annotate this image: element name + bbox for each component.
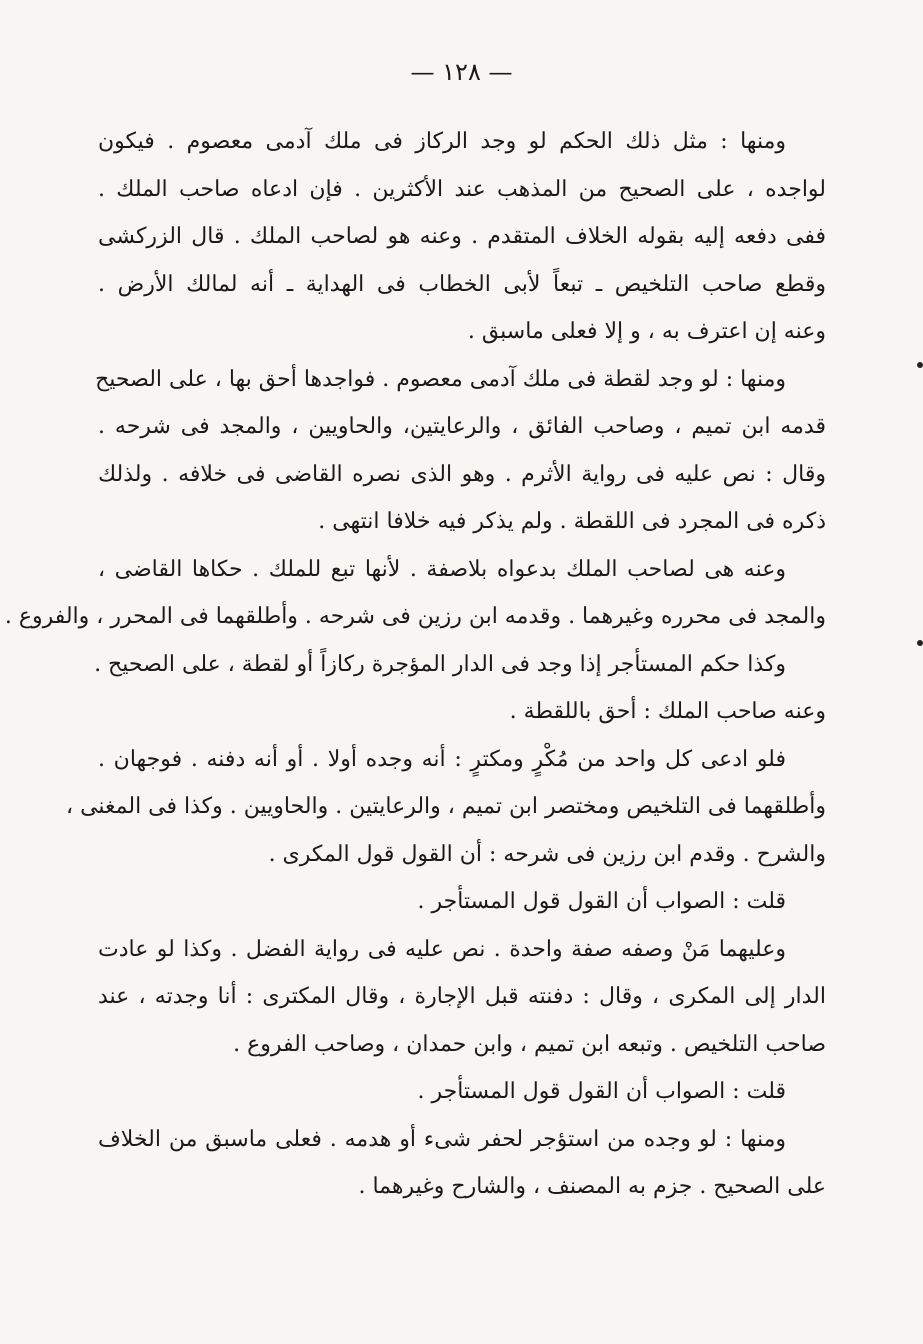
text-line: وكذا حكم المستأجر إذا وجد فى الدار المؤجرة ركازاً أو لقطة ، على الصحيح . bbox=[94, 651, 786, 677]
text-line: لواجده ، على الصحيح من المذهب عند الأكثرين . فإن ادعاه صاحب الملك . bbox=[98, 176, 827, 202]
text-line: قلت : الصواب أن القول قول المستأجر . bbox=[417, 889, 786, 914]
text-line: صاحب التلخيص . وتبعه ابن تميم ، وابن حمدان ، وصاحب الفروع . bbox=[233, 1031, 826, 1057]
text-line: ومنها : لو وجد لقطة فى ملك آدمى معصوم . فواجدها أحق بها ، على الصحيح bbox=[95, 366, 786, 392]
text-line: قلت : الصواب أن القول قول المستأجر . bbox=[417, 1079, 786, 1104]
body-text bbox=[4, 118, 827, 1211]
text-line: فلو ادعى كل واحد من مُكْرٍ ومكترٍ : أنه وجده أولا . أو أنه دفنه . فوجهان . bbox=[98, 746, 786, 772]
text-line: وعنه صاحب الملك : أحق باللقطة . bbox=[509, 699, 826, 724]
text-line: والمجد فى محرره وغيرهما . وقدمه ابن رزين فى شرحه . وأطلقهما فى المحرر ، والفروع . bbox=[4, 604, 826, 629]
text-line: الدار إلى المكرى ، وقال : دفنته قبل الإجارة ، وقال المكترى : أنا وجدته ، عند bbox=[98, 984, 826, 1009]
text-line: ومنها : مثل ذلك الحكم لو وجد الركاز فى ملك آدمى معصوم . فيكون bbox=[98, 129, 786, 154]
text-line: ومنها : لو وجده من استؤجر لحفر شىء أو هدمه . فعلى ماسبق من الخلاف bbox=[98, 1126, 786, 1152]
text-line: وعنه إن اعترف به ، و إلا فعلى ماسبق . bbox=[467, 319, 826, 344]
text-line: وعنه هى لصاحب الملك بدعواه بلاصفة . لأنها تبع للملك . حكاها القاضى ، bbox=[98, 556, 786, 582]
margin-dot bbox=[917, 640, 923, 646]
text-line: وأطلقهما فى التلخيص ومختصر ابن تميم ، والرعايتين . والحاويين . وكذا فى المغنى ، bbox=[65, 794, 826, 819]
text-line: على الصحيح . جزم به المصنف ، والشارح وغيرهما . bbox=[358, 1174, 826, 1199]
text-line: ذكره فى المجرد فى اللقطة . ولم يذكر فيه خلافا انتهى . bbox=[318, 509, 826, 534]
text-line: وقال : نص عليه فى رواية الأثرم . وهو الذى نصره القاضى فى خلافه . ولذلك bbox=[98, 461, 826, 487]
text-line: وعليهما مَنْ وصفه صفة واحدة . نص عليه فى رواية الفضل . وكذا لو عادت bbox=[98, 936, 786, 962]
text-line: قدمه ابن تميم ، وصاحب الفائق ، والرعايتين، والحاويين ، والمجد فى شرحه . bbox=[98, 414, 826, 439]
page-number: — ١٢٨ — bbox=[410, 58, 513, 86]
text-line: وقطع صاحب التلخيص ـ تبعاً لأبى الخطاب فى الهداية ـ أنه لمالك الأرض . bbox=[98, 271, 826, 297]
text-line: والشرح . وقدم ابن رزين فى شرحه : أن القول قول المكرى . bbox=[268, 841, 826, 867]
margin-dot bbox=[917, 362, 923, 368]
text-line: ففى دفعه إليه بقوله الخلاف المتقدم . وعنه هو لصاحب الملك . قال الزركشى bbox=[98, 224, 826, 249]
